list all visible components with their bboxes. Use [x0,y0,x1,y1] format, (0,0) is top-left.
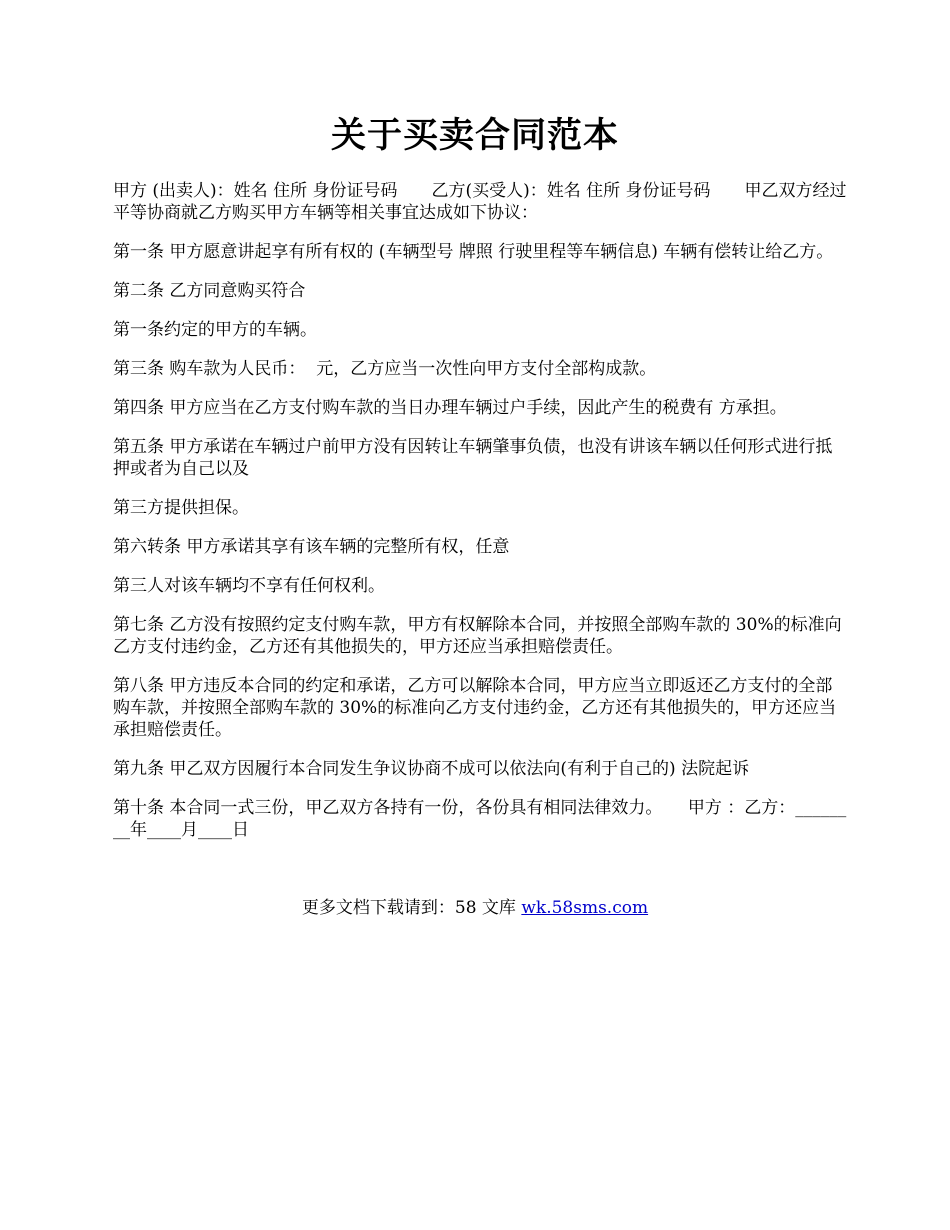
clause-10-signature: 第十条 本合同一式三份，甲乙双方各持有一份，各份具有相同法律效力。 甲方 ：乙方：________年____月____日 [113,798,847,840]
clause-2-continued: 第一条约定的甲方的车辆。 [113,320,317,340]
clause-4: 第四条 甲方应当在乙方支付购车款的当日办理车辆过户手续，因此产生的税费有 方承担。 [113,398,787,418]
clause-5-continued: 第三方提供担保。 [113,498,249,518]
clause-8: 第八条 甲方违反本合同的约定和承诺，乙方可以解除本合同，甲方应当立即返还乙方支付的全部购车款，并按照全部购车款的 30%的标准向乙方支付违约金，乙方还有其他损失的，甲方还应当承担赔偿责任。 [113,676,837,740]
contract-parties-paragraph: 甲方 (出卖人)：姓名 住所 身份证号码 乙方(买受人)：姓名 住所 身份证号码 甲乙双方经过平等协商就乙方购买甲方车辆等相关事宜达成如下协议： [113,181,847,223]
clause-3: 第三条 购车款为人民币： 元，乙方应当一次性向甲方支付全部构成款。 [113,359,657,379]
clause-5: 第五条 甲方承诺在车辆过户前甲方没有因转让车辆肇事负债，也没有讲该车辆以任何形式进行抵押或者为自己以及 [113,437,833,479]
clause-1: 第一条 甲方愿意讲起享有所有权的 (车辆型号 牌照 行驶里程等车辆信息) 车辆有偿转让给乙方。 [113,242,834,262]
footer-link[interactable]: wk.58sms.com [521,898,649,918]
clause-9: 第九条 甲乙双方因履行本合同发生争议协商不成可以依法向(有利于自己的) 法院起诉 [113,759,750,779]
clause-6: 第六转条 甲方承诺其享有该车辆的完整所有权，任意 [113,537,510,557]
clause-6-continued: 第三人对该车辆均不享有任何权利。 [113,576,385,596]
page-title: 关于买卖合同范本 [330,115,619,156]
clause-7: 第七条 乙方没有按照约定支付购车款，甲方有权解除本合同，并按照全部购车款的 30%的标准向乙方支付违约金，乙方还有其他损失的，甲方还应当承担赔偿责任。 [113,615,842,657]
clause-2: 第二条 乙方同意购买符合 [113,281,306,301]
contract-body [113,180,848,858]
footer-text: 更多文档下载请到：58 文库 [301,898,522,918]
footer [0,897,950,919]
